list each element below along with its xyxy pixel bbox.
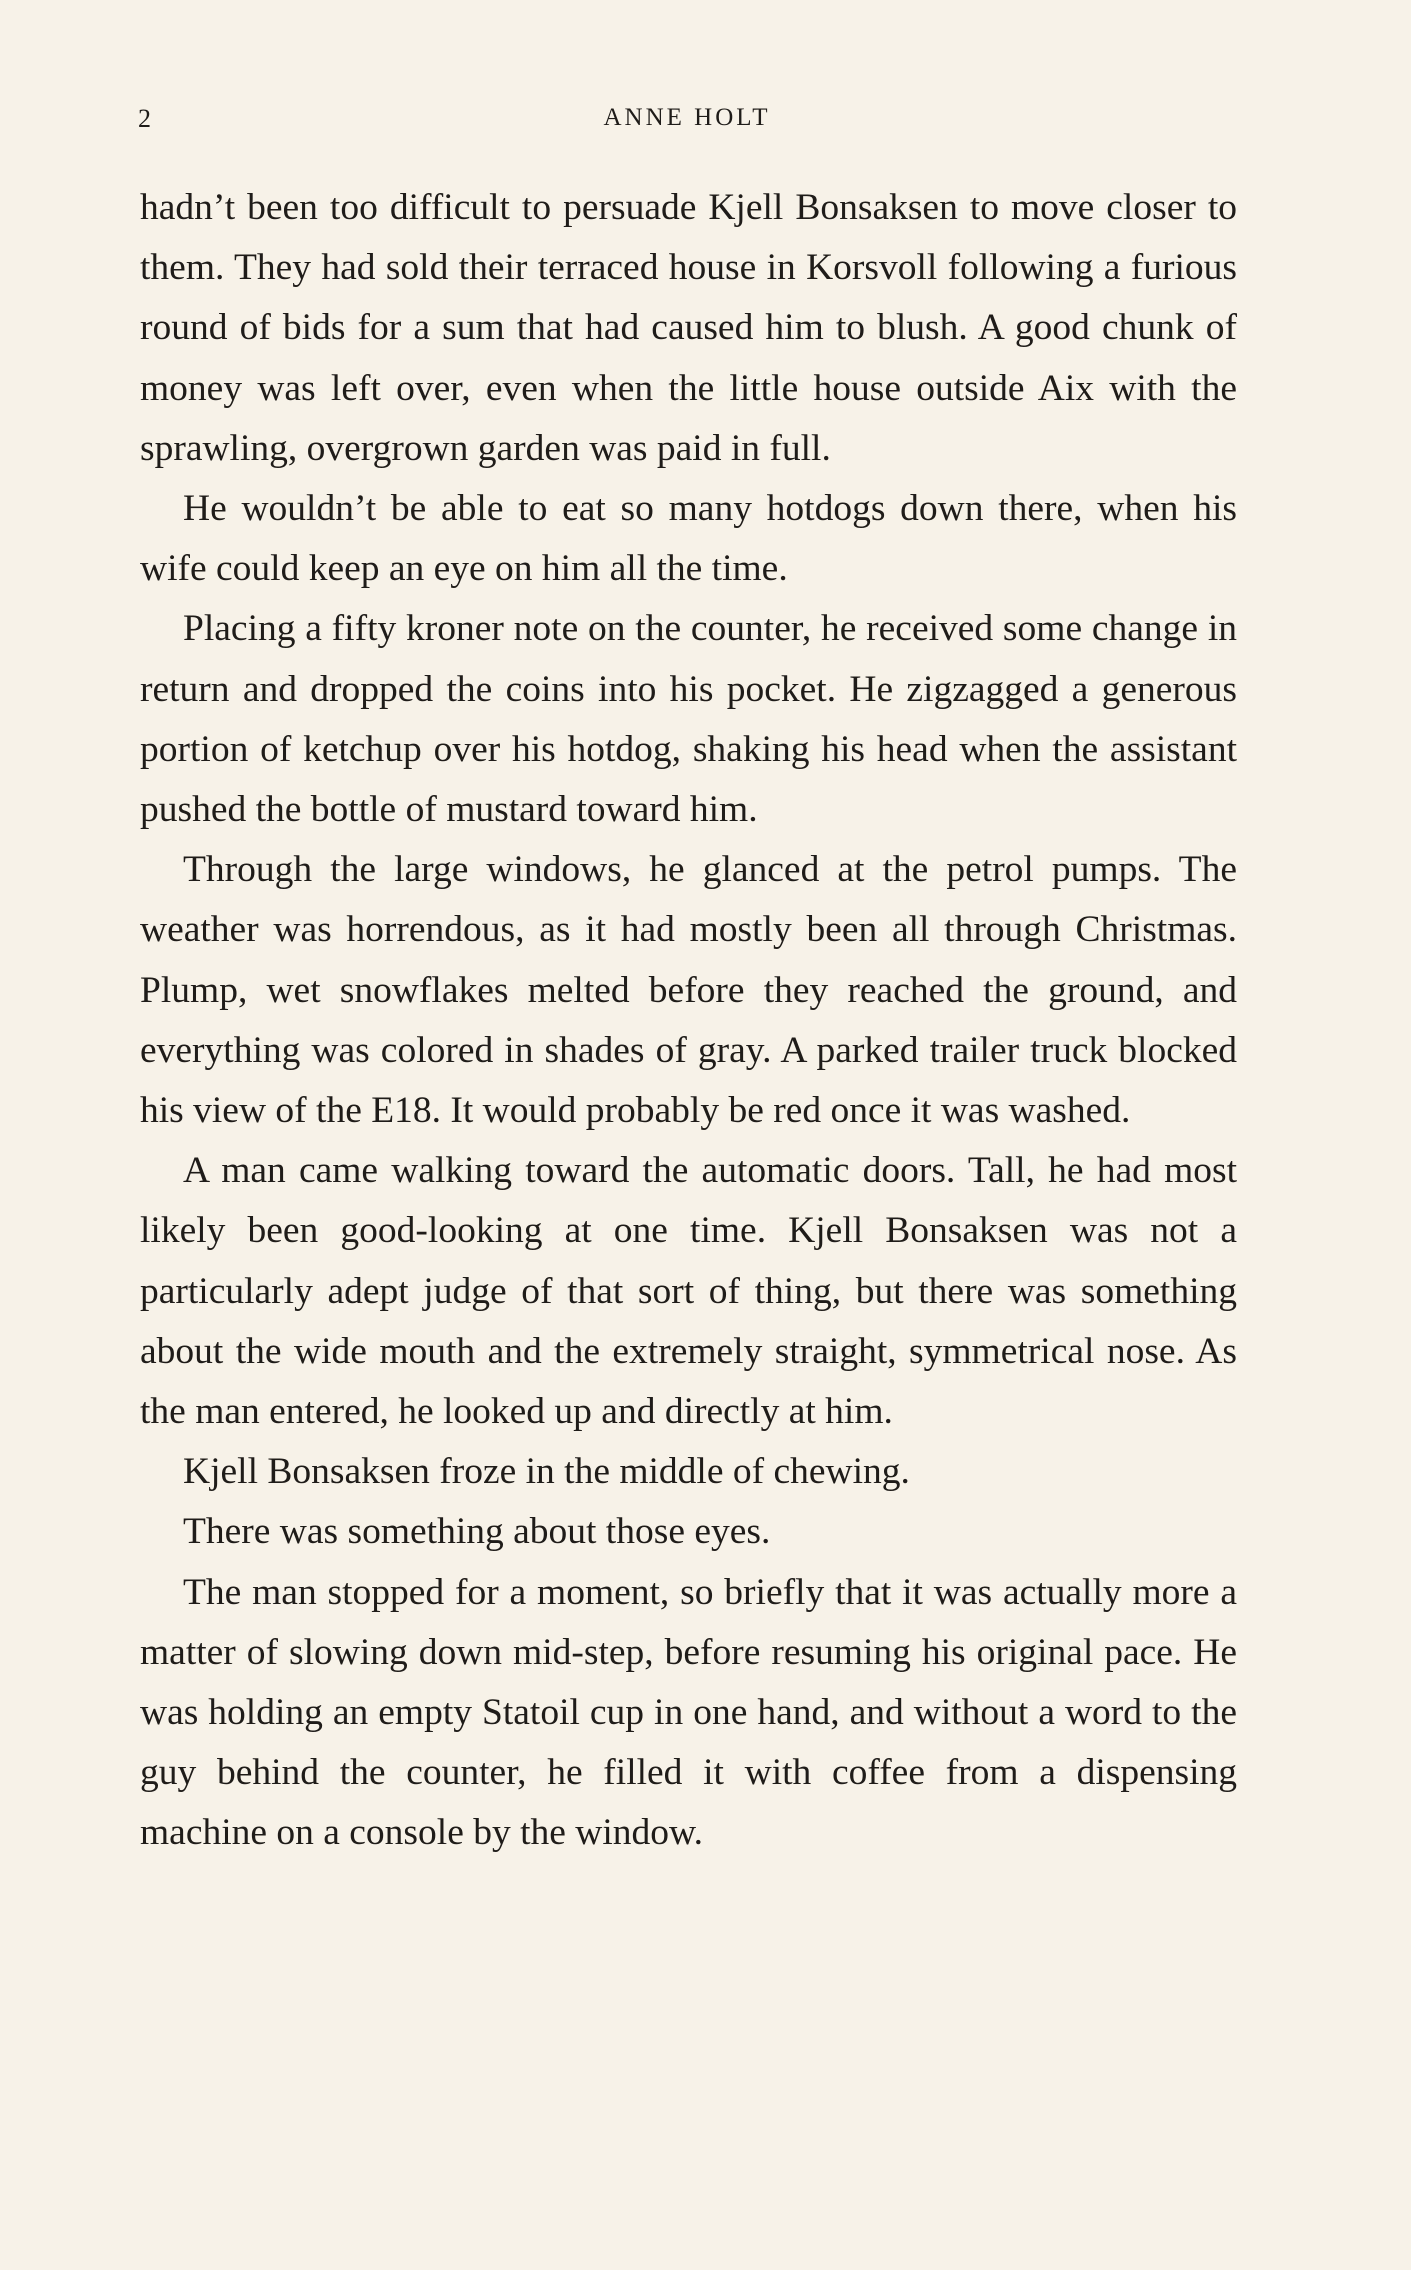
running-head-author: ANNE HOLT (603, 104, 771, 131)
paragraph-1: hadn’t been too difficult to persuade Kjell Bonsaksen to move closer to them. They had sold their terraced house in Korsvoll following a furious round of bids for a sum that had caused him to blush. A good chunk of money was left over, even when the little house outside Aix with the sprawling, overgrown garden was paid in full. (140, 187, 1237, 469)
paragraph-2: He wouldn’t be able to eat so many hotdogs down there, when his wife could keep an eye on him all the time. (140, 488, 1237, 590)
running-head (138, 104, 1236, 144)
paragraph-4: Through the large windows, he glanced at the petrol pumps. The weather was horrendous, as it had mostly been all through Christmas. Plump, wet snowflakes melted before they reached the ground, and everything was colored in shades of gray. A parked trailer truck blocked his view of the E18. It would probably be red once it was washed. (140, 849, 1237, 1132)
paragraph-6: Kjell Bonsaksen froze in the middle of chewing. (183, 1451, 910, 1493)
body-text (140, 178, 1237, 1864)
paragraph-3: Placing a fifty kroner note on the counter, he received some change in return and dropped the coins into his pocket. He zigzagged a generous portion of ketchup over his hotdog, shaking his head when the assistant pushed the bottle of mustard toward him. (140, 608, 1237, 831)
page-number: 2 (138, 104, 151, 133)
paragraph-8: The man stopped for a moment, so briefly that it was actually more a matter of slowing down mid-step, before resuming his original pace. He was holding an empty Statoil cup in one hand, and without a word to the guy behind the counter, he filled it with coffee from a dispensing machine on a console by the window. (140, 1571, 1237, 1854)
paragraph-7: There was something about those eyes. (183, 1511, 771, 1553)
paragraph-5: A man came walking toward the automatic doors. Tall, he had most likely been good-looking at one time. Kjell Bonsaksen was not a particularly adept judge of that sort of thing, but there was something about the wide mouth and the extremely straight, symmetrical nose. As the man entered, he looked up and directly at him. (140, 1150, 1237, 1433)
